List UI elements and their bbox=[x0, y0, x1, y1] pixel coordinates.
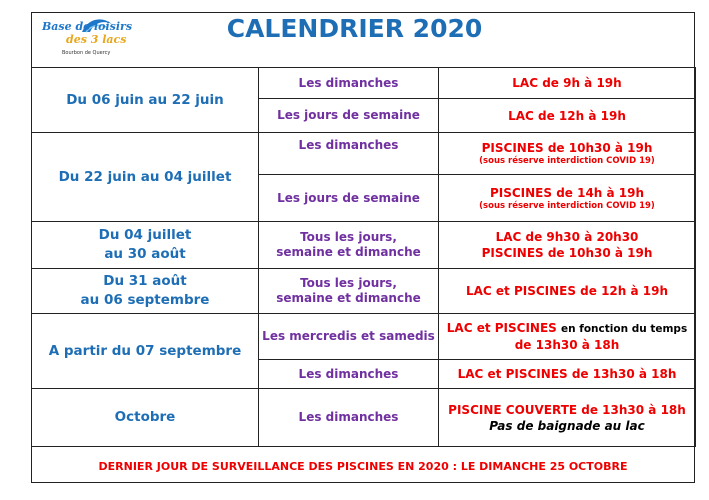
period-cell: Du 06 juin au 22 juin bbox=[32, 68, 259, 133]
logo-tagline: Bourbon de Quercy bbox=[62, 50, 111, 56]
hours-text: PISCINES de 14h à 19h bbox=[489, 185, 645, 200]
footer-notice: DERNIER JOUR DE SURVEILLANCE DES PISCINES EN 2020 : LE DIMANCHE 25 OCTOBRE bbox=[98, 459, 628, 473]
days-cell: Les mercredis et samedis bbox=[259, 314, 439, 360]
days-line1: Tous les jours, bbox=[300, 230, 397, 244]
hours-line2: de 13h30 à 18h bbox=[514, 338, 620, 352]
weather-note: en fonction du temps bbox=[561, 323, 688, 335]
days-cell: Les dimanches bbox=[259, 389, 439, 447]
page-title: CALENDRIER 2020 bbox=[226, 14, 483, 43]
hours-cell bbox=[439, 175, 696, 222]
table-row bbox=[32, 133, 696, 175]
days-cell: Les dimanches bbox=[259, 360, 439, 389]
hours-cell bbox=[439, 222, 696, 269]
hours-line1 bbox=[439, 320, 695, 337]
period-cell: Du 22 juin au 04 juillet bbox=[32, 133, 259, 222]
logo-line2: des 3 lacs bbox=[66, 33, 127, 46]
table-row bbox=[32, 389, 696, 447]
hours-cell: LAC de 9h à 19h bbox=[439, 68, 696, 99]
days-cell: Les jours de semaine bbox=[259, 175, 439, 222]
table-row bbox=[32, 314, 696, 360]
days-cell: Les dimanches bbox=[259, 133, 439, 175]
hours-line2: PISCINES de 10h30 à 19h bbox=[481, 246, 653, 260]
table-row bbox=[32, 269, 696, 314]
table-row bbox=[32, 68, 696, 99]
days-cell bbox=[259, 269, 439, 314]
period-cell: A partir du 07 septembre bbox=[32, 314, 259, 389]
days-cell: Les jours de semaine bbox=[259, 99, 439, 133]
days-cell bbox=[259, 222, 439, 269]
hours-line1: PISCINE COUVERTE de 13h30 à 18h bbox=[448, 402, 686, 417]
days-line1: Tous les jours, bbox=[300, 276, 397, 290]
days-line2: semaine et dimanche bbox=[276, 245, 421, 259]
period-line1: Du 04 juillet bbox=[98, 227, 192, 243]
covid-note: (sous réserve interdiction COVID 19) bbox=[479, 200, 655, 211]
calendar-table bbox=[31, 67, 696, 447]
period-cell bbox=[32, 269, 259, 314]
hours-text: LAC et PISCINES bbox=[446, 321, 557, 335]
period-line2: au 30 août bbox=[104, 246, 186, 262]
hours-cell: LAC de 12h à 19h bbox=[439, 99, 696, 133]
hours-cell: LAC et PISCINES de 12h à 19h bbox=[439, 269, 696, 314]
hours-cell bbox=[439, 389, 696, 447]
period-line2: au 06 septembre bbox=[80, 292, 210, 308]
period-cell: Octobre bbox=[32, 389, 259, 447]
hours-cell bbox=[439, 133, 696, 175]
logo-line1: Base de loisirs bbox=[42, 20, 133, 33]
hours-line1: LAC de 9h30 à 20h30 bbox=[495, 230, 639, 244]
period-cell bbox=[32, 222, 259, 269]
hours-text: PISCINES de 10h30 à 19h bbox=[481, 141, 653, 155]
period-line1: Du 31 août bbox=[103, 273, 187, 289]
hours-cell bbox=[439, 314, 696, 360]
hours-line2: Pas de baignade au lac bbox=[489, 418, 645, 433]
days-line2: semaine et dimanche bbox=[276, 291, 421, 305]
table-row bbox=[32, 222, 696, 269]
days-cell: Les dimanches bbox=[259, 68, 439, 99]
hours-cell: LAC et PISCINES de 13h30 à 18h bbox=[439, 360, 696, 389]
covid-note: (sous réserve interdiction COVID 19) bbox=[479, 156, 655, 166]
